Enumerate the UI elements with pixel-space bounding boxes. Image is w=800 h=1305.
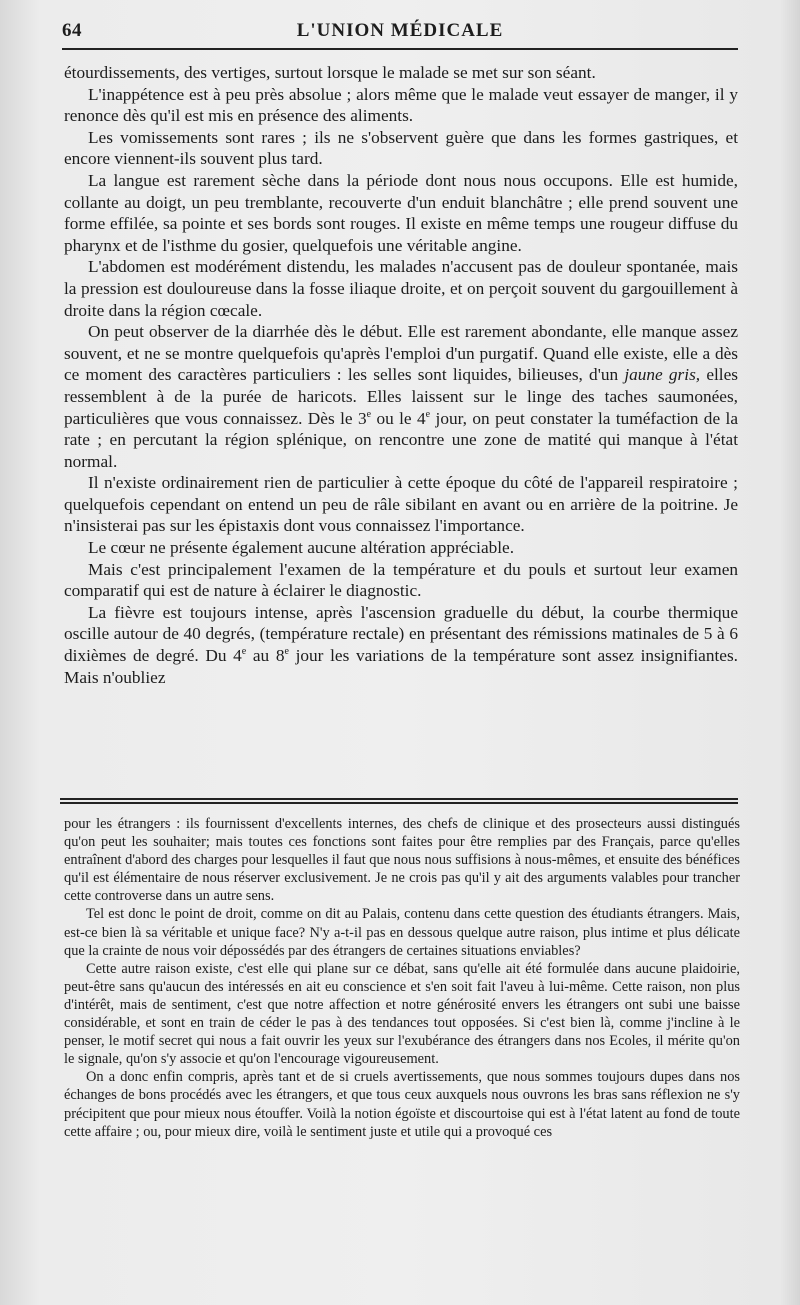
header-rule xyxy=(62,48,738,50)
running-title: L'UNION MÉDICALE xyxy=(296,20,504,41)
paragraph xyxy=(64,321,738,472)
paragraph: L'inappétence est à peu près absolue ; alors même que le malade veut essayer de manger, il y renonce dès qu'il est mis en présence des aliments. xyxy=(64,84,738,126)
ordinal-suffix: e xyxy=(425,408,431,420)
paragraph xyxy=(64,602,738,688)
paragraph: La langue est rarement sèche dans la période dont nous nous occupons. Elle est humide, collante au doigt, un peu tremblante, recouverte d'un enduit blanchâtre ; elle prend souvent une forme effilée, sa pointe et ses bords sont rouges. Il existe en même temps une rougeur diffuse du pharynx et de l'isthme du gosier, quelquefois une véritable angine. xyxy=(64,170,738,255)
text-run: La fièvre est toujours intense, après l'ascension graduelle du début, la courbe thermique oscille autour de 40 degrés, (température rectale) en présentant des rémissions matinales de 5 à 6 dixièmes de degré. Du 4 xyxy=(64,602,738,666)
text-run: On peut observer de la diarrhée dès le début. Elle est rarement abondante, elle manque assez souvent, et ne se montre quelquefois qu'après l'emploi d'un purgatif. Quand elle existe, elle a dès ce moment des caractères particuliers : les selles sont liquides, bilieuses, d'un xyxy=(64,322,738,385)
text-run: au 8 xyxy=(246,646,285,666)
text-run: ou le 4 xyxy=(371,408,426,428)
ordinal-suffix: e xyxy=(241,646,247,658)
page-number: 64 xyxy=(62,20,82,41)
footnote-paragraph: pour les étrangers : ils fournissent d'excellents internes, des chefs de clinique et des prosecteurs aussi distingués qu'on peut les souhaiter; mais toutes ces fonctions sont faites pour être remplies par des Français, parce qu'elles entraînent d'abord des charges pour lesquelles il faut que nous nous suffisions à nous-mêmes, et ensuite des bénéfices qu'il est élémentaire de nous réserver exclusivement. Je ne crois pas qu'il y ait des arguments valables pour trancher cette controverse dans un autre sens. xyxy=(64,816,740,905)
italic-phrase: jaune gris, xyxy=(624,365,701,385)
footnote-paragraph: On a donc enfin compris, après tant et de si cruels avertissements, que nous sommes toujours dupes dans nos échanges de bons procédés avec les étrangers, et que tous ceux auxquels nous ouvrons les bras sans réflexion ne s'y précipitent que pour mieux nous étouffer. Voilà la notion égoïste et discourtoise qui est à l'état latent au fond de toute cette affaire ; ou, pour mieux dire, voilà le sentiment juste et utile qui a provoqué ces xyxy=(64,1069,740,1140)
text-run: elles ressemblent à de la purée de haricots. Elles laissent sur le linge des taches saumonées, particulières que vous connaissez. Dès le 3 xyxy=(64,365,738,428)
page-header xyxy=(62,18,738,48)
paragraph: L'abdomen est modérément distendu, les malades n'accusent pas de douleur spontanée, mais la pression est douloureuse dans la fosse iliaque droite, et on perçoit souvent du gargouillement à droite dans la région cœcale. xyxy=(64,257,738,320)
footnote-paragraph: Tel est donc le point de droit, comme on dit au Palais, contenu dans cette question des étudiants étrangers. Mais, est-ce bien là sa véritable et unique face? N'y a-t-il pas en dessous quelque autre raison, plus intime et plus délicate que la crainte de nous voir dépossédés par des étrangers de certaines situations enviables? xyxy=(64,906,740,959)
paragraph: Il n'existe ordinairement rien de particulier à cette époque du côté de l'appareil respiratoire ; quelquefois cependant on entend un peu de râle sibilant en avant ou en arrière de la poitrine. Je n'insisterai pas sur les épistaxis dont vous connaissez l'importance. xyxy=(64,473,738,536)
ordinal-suffix: e xyxy=(366,408,372,420)
text-run: jour les variations de la température sont assez insignifiantes. Mais n'oubliez xyxy=(64,646,738,687)
paragraph: Mais c'est principalement l'examen de la température et du pouls et surtout leur examen comparatif qui est de nature à éclairer le diagnostic. xyxy=(64,559,738,601)
paragraph: Le cœur ne présente également aucune altération appréciable. xyxy=(88,538,515,558)
footnote-separator xyxy=(60,798,738,804)
paragraph: étourdissements, des vertiges, surtout lorsque le malade se met sur son séant. xyxy=(64,63,596,82)
footnote-text xyxy=(64,815,740,1141)
text-run: jour, on peut constater la tuméfaction de la rate ; en percutant la région splénique, on rencontre une zone de matité qui manque à l'état normal. xyxy=(64,408,738,471)
ordinal-suffix: e xyxy=(284,646,289,658)
paragraph: Les vomissements sont rares ; ils ne s'observent guère que dans les formes gastriques, et encore viennent-ils souvent plus tard. xyxy=(64,127,738,169)
main-text xyxy=(64,62,738,688)
footnote-paragraph: Cette autre raison existe, c'est elle qui plane sur ce débat, sans qu'elle ait été formulée dans aucune plaidoirie, peut-être sans qu'aucun des intéressés en ait eu conscience et s'en soit fait l'aveu à lui-même. Cette raison, non plus d'intérêt, mais de sentiment, c'est que notre affection et notre générosité envers les étrangers ont subi une baisse considérable, et sont en train de céder le pas à des tendances tout opposées. Si c'est bien là, comme j'incline à le penser, le motif secret qui nous a fait ouvrir les yeux sur l'exubérance des étrangers dans nos Ecoles, il mérite qu'on le signale, qu'on s'y associe et qu'on l'encourage vigoureusement. xyxy=(64,960,740,1068)
